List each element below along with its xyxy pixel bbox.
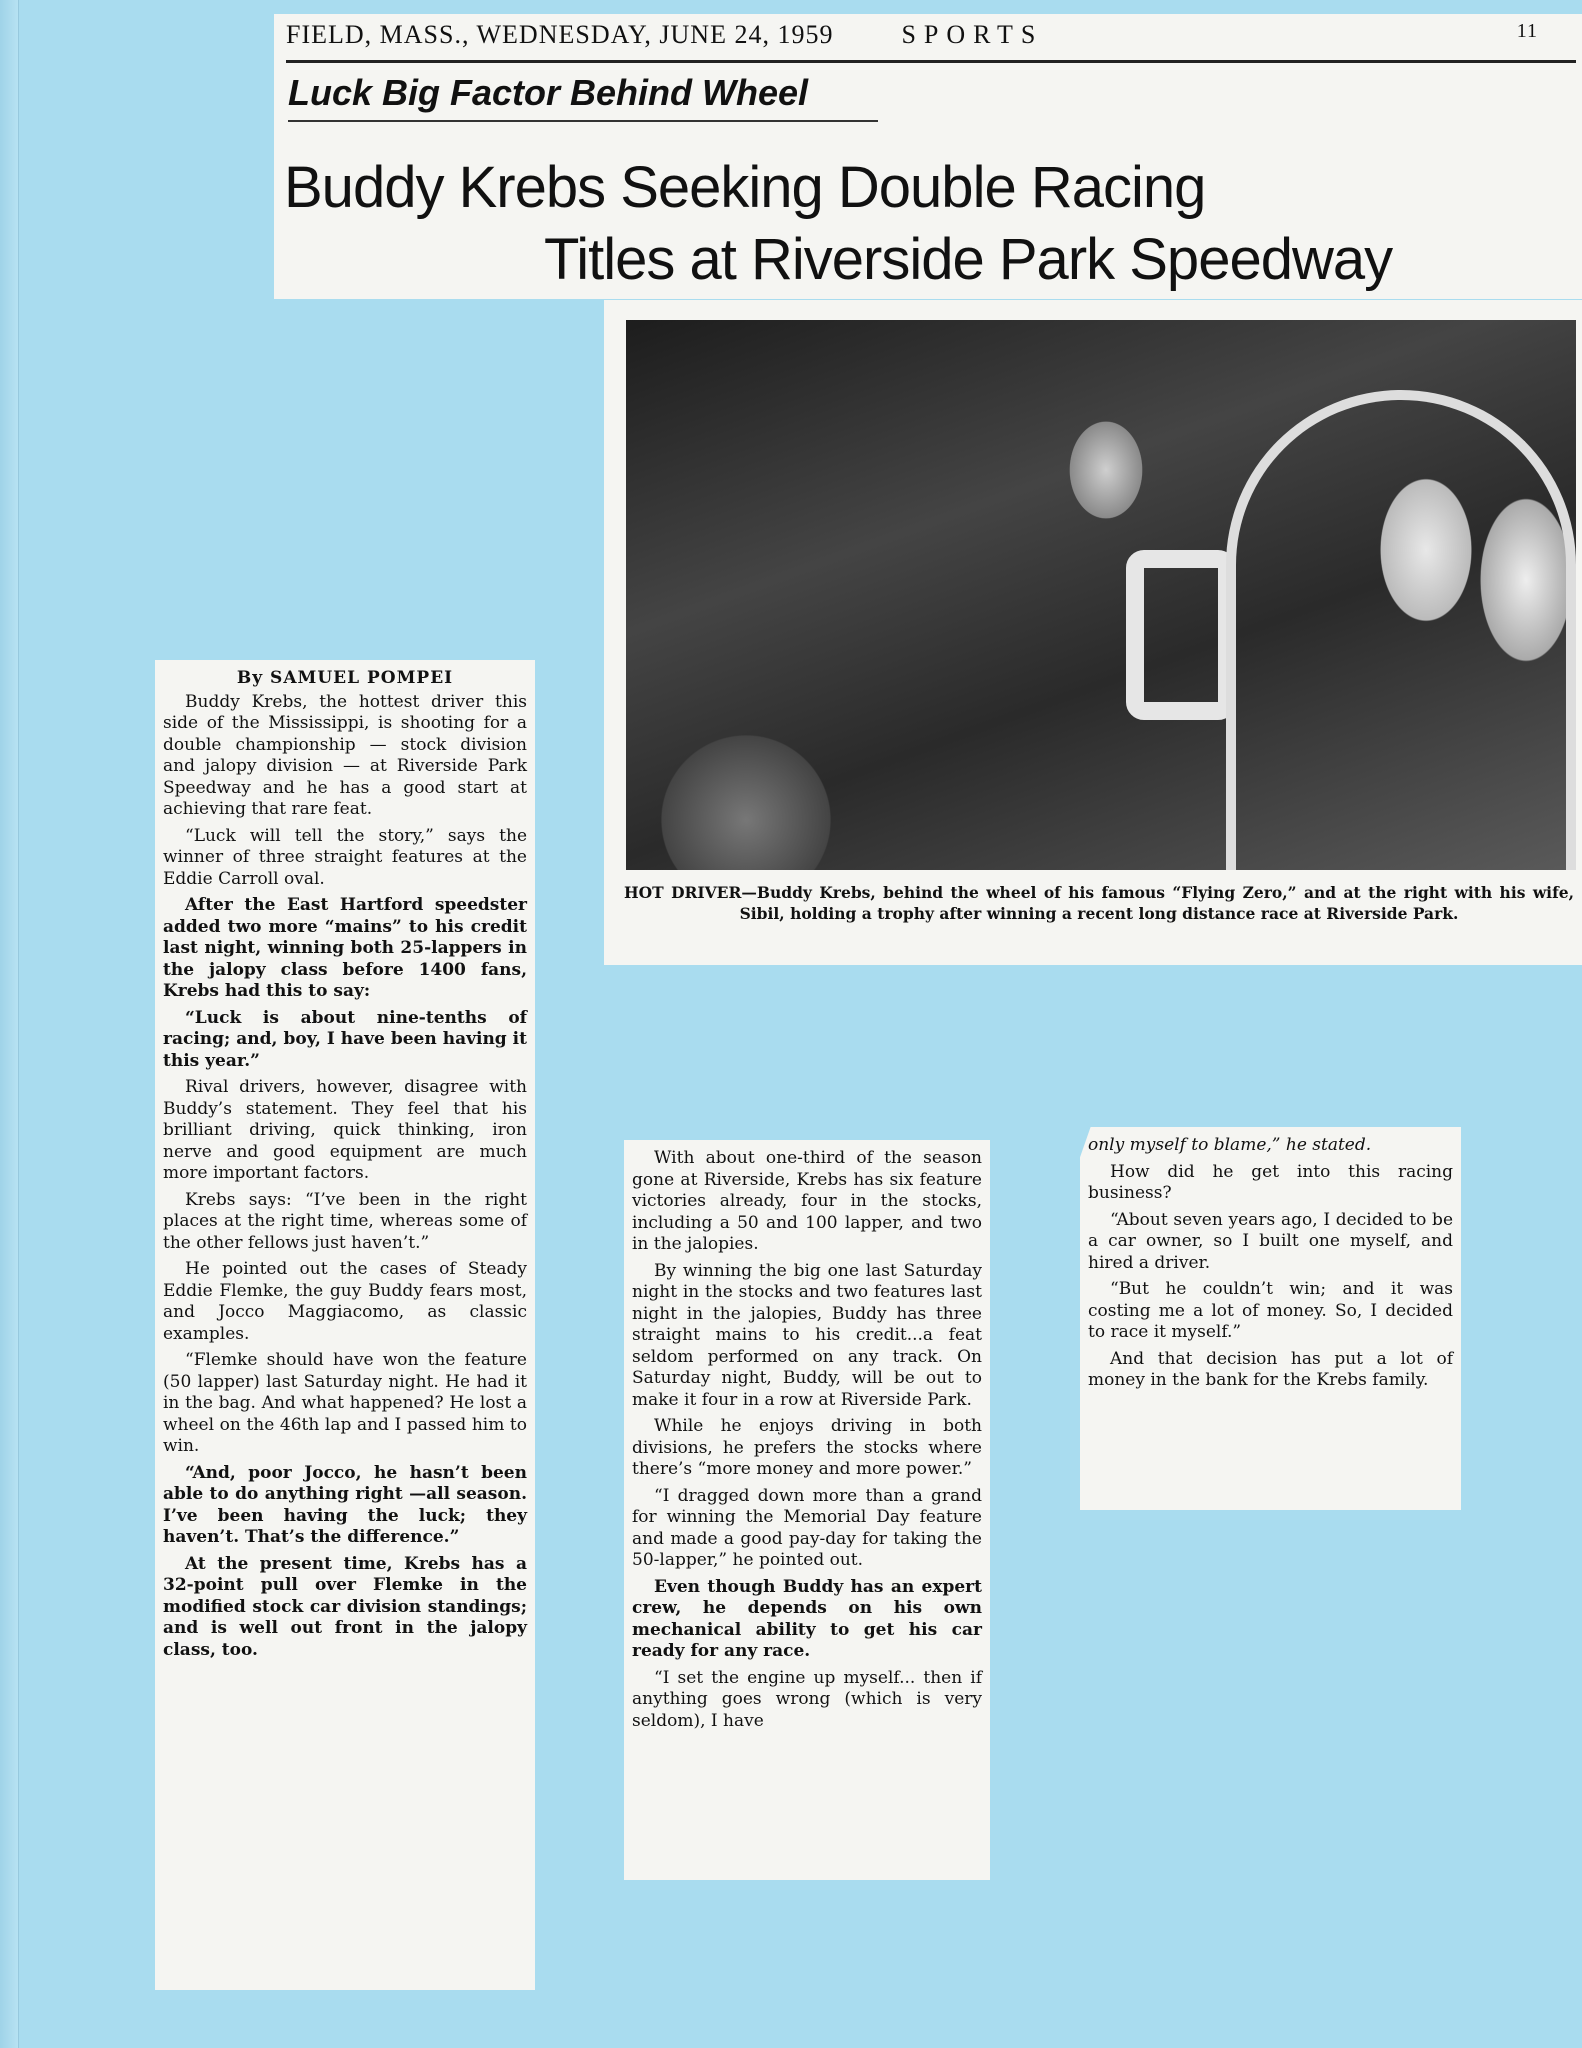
scrapbook-page-edge xyxy=(0,0,19,2048)
trophy-arch xyxy=(1226,390,1576,870)
paragraph: Krebs says: “I’ve been in the right places at the right time, whereas some of the other fellows just haven’t.” xyxy=(163,1189,527,1253)
paragraph: After the East Hartford speedster added two more “mains” to his credit last night, winning both 25-lappers in the jalopy class before 1400 fans, Krebs had this to say: xyxy=(163,895,527,1001)
headline-line-1: Buddy Krebs Seeking Double Racing xyxy=(284,155,1206,220)
paragraph: How did he get into this racing business? xyxy=(1088,1161,1453,1203)
paragraph: “And, poor Jocco, he hasn’t been able to do anything right —all season. I’ve been having the luck; they haven’t. That’s the difference.” xyxy=(163,1462,527,1547)
column-2-body xyxy=(632,1148,982,1732)
column-3-body xyxy=(1088,1135,1453,1392)
paragraph: “But he couldn’t win; and it was costing me a lot of money. So, I decided to race it myself.” xyxy=(1088,1279,1453,1342)
kicker-headline: Luck Big Factor Behind Wheel xyxy=(288,72,878,122)
race-car-photo xyxy=(626,320,1576,870)
paragraph: “Luck is about nine-tenths of racing; and, boy, I have been having it this year.” xyxy=(163,1007,527,1071)
paragraph: Rival drivers, however, disagree with Buddy’s statement. They feel that his brilliant driving, quick thinking, iron nerve and good equipment are much more important factors. xyxy=(163,1077,527,1183)
paragraph: “Flemke should have won the feature (50 lapper) last Saturday night. He had it in the bag. And what happened? He lost a wheel on the 46th lap and I passed him to win. xyxy=(163,1350,527,1456)
paragraph: He pointed out the cases of Steady Eddie Flemke, the guy Buddy fears most, and Jocco Maggiacomo, as classic examples. xyxy=(163,1259,527,1344)
paragraph: By winning the big one last Saturday night in the stocks and two features last night in the jalopies, Buddy has three straight mains to his credit...a feat seldom performed on any track. On Saturday night, Buddy, will be out to make it four in a row at Riverside Park. xyxy=(632,1260,982,1410)
headline-line-2: Titles at Riverside Park Speedway xyxy=(544,227,1393,292)
paragraph: “About seven years ago, I decided to be a car owner, so I built one myself, and hired a driver. xyxy=(1088,1209,1453,1273)
paragraph: With about one-third of the season gone at Riverside, Krebs has six feature victories already, four in the stocks, including a 50 and 100 lapper, and two in the jalopies. xyxy=(632,1148,982,1254)
flying-zero-number xyxy=(1126,550,1236,720)
paragraph: “I set the engine up myself... then if anything goes wrong (which is very seldom), I have xyxy=(632,1667,982,1731)
dateline-place-date: FIELD, MASS., WEDNESDAY, JUNE 24, 1959 xyxy=(286,20,834,49)
paragraph: only myself to blame,” he stated. xyxy=(1088,1135,1372,1155)
torn-corner xyxy=(1078,1123,1092,1163)
dateline-section: SPORTS xyxy=(901,20,1044,49)
page-number: 11 xyxy=(1516,20,1538,42)
paragraph: While he enjoys driving in both divisions, he prefers the stocks where there’s “more money and more power.” xyxy=(632,1416,982,1479)
paragraph: Buddy Krebs, the hottest driver this side of the Mississippi, is shooting for a double championship — stock division and jalopy division — at Riverside Park Speedway and he has a good start at achieving that rare feat. xyxy=(163,691,527,819)
dateline xyxy=(286,20,1576,63)
article-column-3 xyxy=(1080,1127,1461,1510)
article-column-2 xyxy=(624,1140,990,1880)
column-1-body xyxy=(163,692,527,1662)
photo-caption: HOT DRIVER—Buddy Krebs, behind the wheel of his famous “Flying Zero,” and at the right with his wife, Sibil, holding a trophy after winning a recent long distance race at Riverside Park. xyxy=(624,883,1574,923)
paragraph: At the present time, Krebs has a 32-point pull over Flemke in the modified stock car division standings; and is well out front in the jalopy class, too. xyxy=(163,1553,527,1660)
headline-clipping xyxy=(274,14,1582,299)
photo-clipping xyxy=(604,300,1582,965)
paragraph: “Luck will tell the story,” says the winner of three straight features at the Eddie Carroll oval. xyxy=(163,825,527,889)
paragraph: “I dragged down more than a grand for winning the Memorial Day feature and made a good pay-day for taking the 50-lapper,” he pointed out. xyxy=(632,1485,982,1570)
paragraph: Even though Buddy has an expert crew, he depends on his own mechanical ability to get his car ready for any race. xyxy=(632,1576,982,1661)
paragraph: And that decision has put a lot of money in the bank for the Krebs family. xyxy=(1088,1348,1453,1390)
article-column-1 xyxy=(155,660,535,1990)
byline: By SAMUEL POMPEI xyxy=(236,668,454,688)
